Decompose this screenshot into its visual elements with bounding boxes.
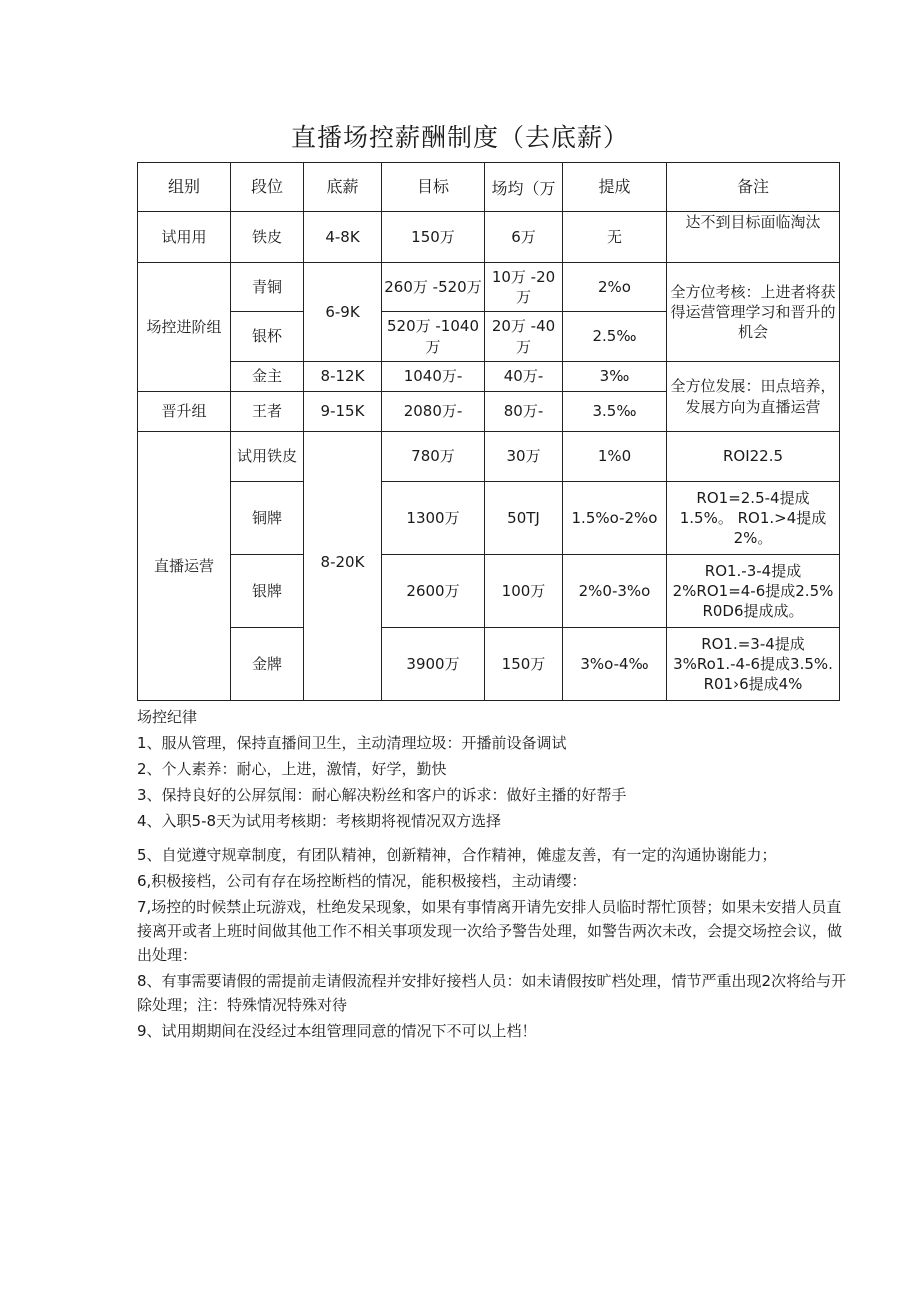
cell-commission: 无: [563, 212, 667, 263]
cell-target: 780万: [382, 432, 485, 482]
discipline-section: [137, 705, 847, 1043]
cell-commission: 2.5‰: [563, 312, 667, 362]
cell-note: RO1=2.5-4提成 1.5%。 RO1.>4提成2%。: [667, 482, 840, 555]
cell-rank: 王者: [231, 392, 304, 432]
cell-commission: 1%0: [563, 432, 667, 482]
cell-note: 达不到目标面临淘汰: [667, 212, 840, 263]
table-row: [138, 628, 840, 701]
rule-item: 7,场控的时候禁止玩游戏，杜绝发呆现象，如果有事情离开请先安排人员临时帮忙顶替；如果未安措人员直接离开或者上班时间做其他工作不相关事项发现一次给予警告处理，如警告两次未改，会提交场控会议，做出处理：: [137, 898, 843, 964]
cell-avg: 80万-: [485, 392, 563, 432]
cell-note: RO1.=3-4提成3%Ro1.-4-6提成3.5%. R01›6提成4%: [667, 628, 840, 701]
cell-group: 晋升组: [138, 392, 231, 432]
cell-rank: 银牌: [231, 555, 304, 628]
cell-rank: 金牌: [231, 628, 304, 701]
rule-item: 5、自觉遵守规章制度，有团队精神，创新精神，合作精神，傩虚友善，有一定的沟通协谢能力；: [137, 846, 777, 864]
header-row: [138, 163, 840, 212]
cell-avg: 30万: [485, 432, 563, 482]
rule-item: 9、试用期期间在没经过本组管理同意的情况下不可以上档！: [137, 1022, 537, 1040]
rule-item: 3、保持良好的公屏氛闱：耐心解决粉丝和客户的诉求：做好主播的好帮手: [137, 786, 627, 804]
cell-note: 全方位考核：上进者将获得运营管理学习和晋升的机会: [667, 263, 840, 362]
cell-commission: 3‰: [563, 362, 667, 392]
header-base: 底薪: [304, 163, 382, 212]
cell-rank: 银杯: [231, 312, 304, 362]
cell-group: 场控进阶组: [138, 263, 231, 392]
page-title: 直播场控薪酬制度（去底薪）: [290, 123, 629, 152]
table-row: [138, 432, 840, 482]
cell-rank: 铁皮: [231, 212, 304, 263]
cell-rank: 金主: [231, 362, 304, 392]
cell-base: 8-20K: [304, 432, 382, 701]
rule-item: 4、入职5-8天为试用考核期：考核期将视情况双方选择: [137, 812, 502, 830]
header-commission: 提成: [563, 163, 667, 212]
cell-avg: 6万: [485, 212, 563, 263]
cell-note: ROI22.5: [667, 432, 840, 482]
cell-target: 150万: [382, 212, 485, 263]
cell-target: 260万 -520万: [382, 263, 485, 312]
cell-avg: 40万-: [485, 362, 563, 392]
cell-base: 6-9K: [304, 263, 382, 362]
cell-commission: 1.5%o-2%o: [563, 482, 667, 555]
rule-item: 8、有事需要请假的需提前走请假流程并安排好接档人员：如未请假按旷档处理，情节严重出现2次将给与开除处理；注：特殊情况特殊对待: [137, 972, 847, 1014]
cell-group: 直播运营: [138, 432, 231, 701]
cell-target: 3900万: [382, 628, 485, 701]
table-row: [138, 555, 840, 628]
salary-table: [137, 162, 840, 701]
cell-commission: 2%0-3%o: [563, 555, 667, 628]
header-target: 目标: [382, 163, 485, 212]
header-note: 备注: [667, 163, 840, 212]
cell-note: 全方位发展：田点培养，发展方向为直播运营: [667, 362, 840, 432]
header-avg-text: 场均（万: [491, 179, 556, 198]
cell-rank: 青铜: [231, 263, 304, 312]
cell-base: 4-8K: [304, 212, 382, 263]
cell-note: RO1.-3-4提成2%RO1=4-6提成2.5% R0D6提成成。: [667, 555, 840, 628]
rule-item: 1、服从管理，保持直播间卫生，主动清理垃圾：开播前设备调试: [137, 734, 567, 752]
header-group: 组别: [138, 163, 231, 212]
cell-avg: 150万: [485, 628, 563, 701]
cell-avg: 50TJ: [485, 482, 563, 555]
cell-group: 试用用: [138, 212, 231, 263]
rule-item: 2、个人素养：耐心，上进，激情，好学，勤快: [137, 760, 447, 778]
cell-rank: 铜牌: [231, 482, 304, 555]
header-avg: [485, 163, 563, 212]
cell-target: 1300万: [382, 482, 485, 555]
cell-avg: 100万: [485, 555, 563, 628]
header-rank: 段位: [231, 163, 304, 212]
table-row: [138, 212, 840, 263]
cell-avg: 20万 -40万: [485, 312, 563, 362]
cell-target: 1040万-: [382, 362, 485, 392]
cell-commission: 2%o: [563, 263, 667, 312]
cell-rank: 试用铁皮: [231, 432, 304, 482]
cell-commission: 3.5‰: [563, 392, 667, 432]
cell-target: 2600万: [382, 555, 485, 628]
rule-item: 6,积极接档，公司有存在场控断档的情况，能积极接档，主动请缨：: [137, 872, 587, 890]
table-row: [138, 362, 840, 392]
cell-base: 8-12K: [304, 362, 382, 392]
cell-base: 9-15K: [304, 392, 382, 432]
cell-target: 520万 -1040万: [382, 312, 485, 362]
cell-commission: 3%o-4‰: [563, 628, 667, 701]
discipline-title: 场控纪律: [137, 708, 198, 726]
table-row: [138, 263, 840, 312]
table-row: [138, 482, 840, 555]
cell-avg: 10万 -20万: [485, 263, 563, 312]
cell-target: 2080万-: [382, 392, 485, 432]
